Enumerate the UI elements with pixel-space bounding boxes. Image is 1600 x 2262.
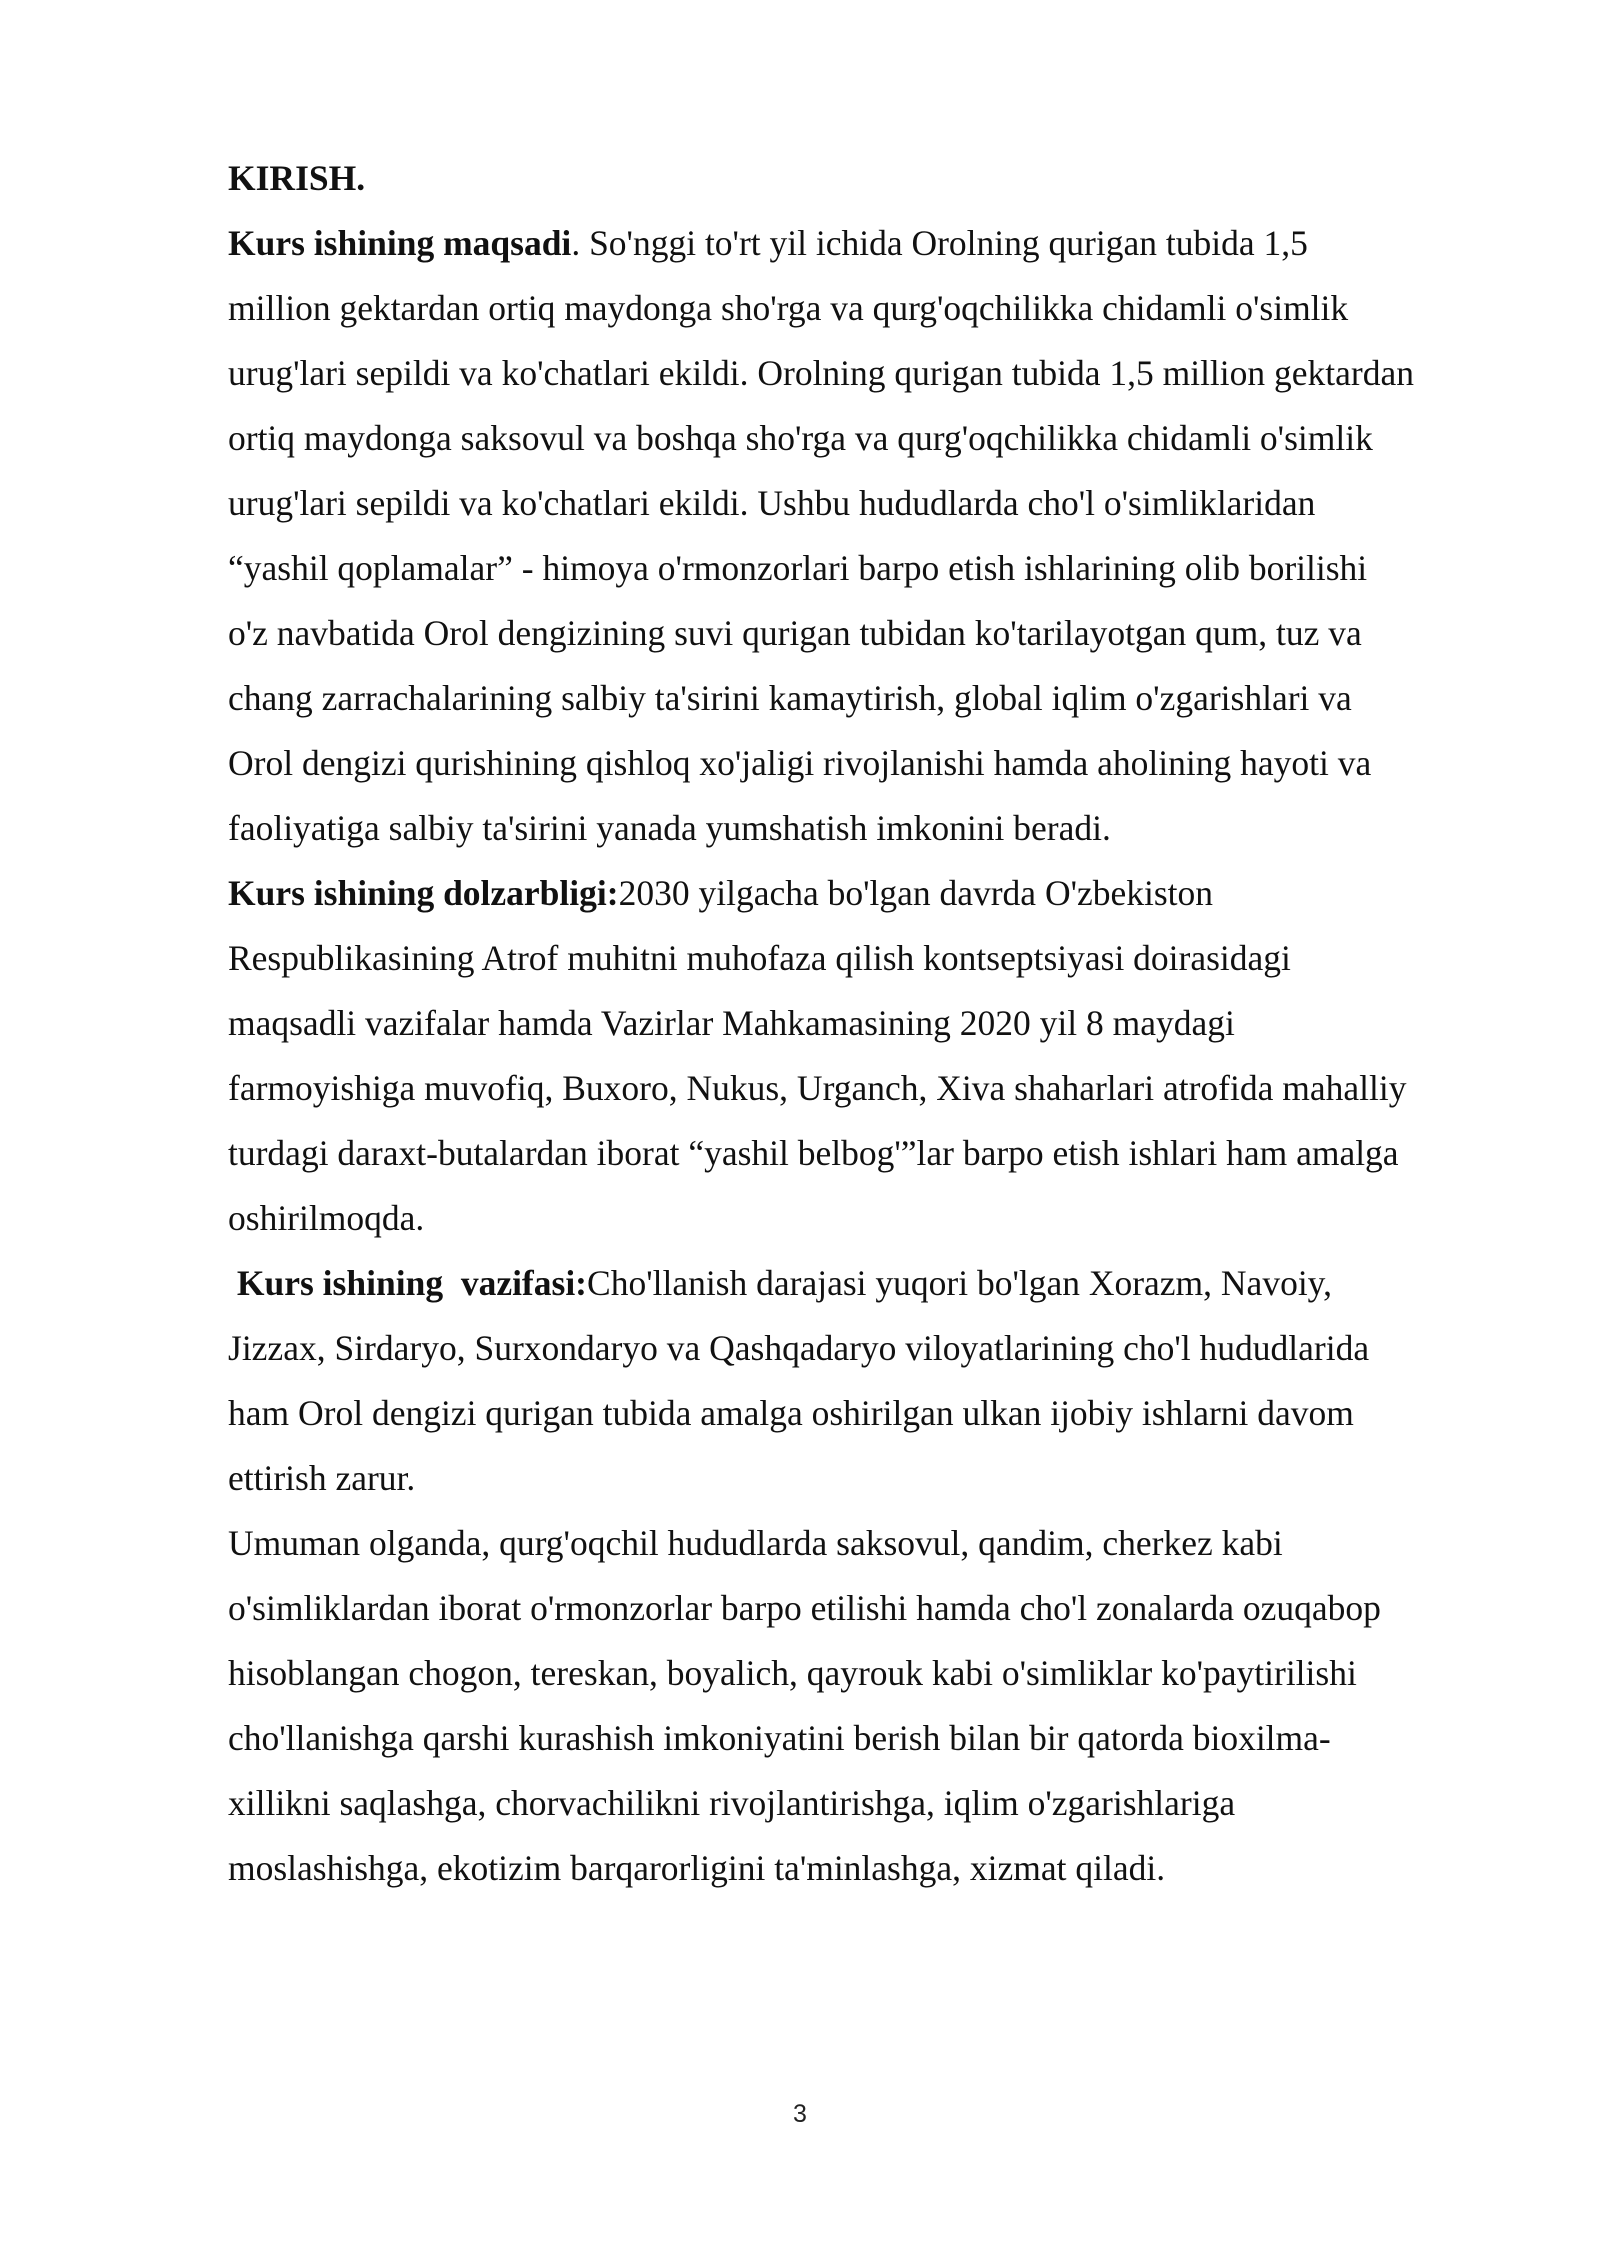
paragraph4-line: moslashishga, ekotizim barqarorligini ta'minlashga, xizmat qiladi. [228,1848,1166,1888]
section2-line: farmoyishiga muvofiq, Buxoro, Nukus, Urganch, Xiva shaharlari atrofida mahalliy [228,1068,1407,1108]
paragraph4-line: xillikni saqlashga, chorvachilikni rivojlantirishga, iqlim o'zgarishlariga [228,1783,1236,1823]
section2-line-1 [228,861,1498,926]
section3-line: ham Orol dengizi qurigan tubida amalga oshirilgan ulkan ijobiy ishlarni davom [228,1393,1354,1433]
section1-line: chang zarrachalarining salbiy ta'sirini kamaytirish, global iqlim o'zgarishlari va [228,678,1352,718]
section2-text: 2030 yilgacha bo'lgan davrda O'zbekiston [618,873,1214,913]
section3-line: ettirish zarur. [228,1458,416,1498]
section1-line-1 [228,211,1498,276]
page-number: 3 [793,2100,807,2128]
section1-label: Kurs ishining maqsadi [228,223,572,263]
section1-line: Orol dengizi qurishining qishloq xo'jaligi rivojlanishi hamda aholining hayoti va [228,743,1372,783]
section1-text: . So'nggi to'rt yil ichida Orolning qurigan tubida 1,5 [571,223,1308,263]
section2-label: Kurs ishining dolzarbligi: [228,873,619,913]
section2-line: turdagi daraxt-butalardan iborat “yashil belbog'”lar barpo etish ishlari ham amalga [228,1133,1399,1173]
section3-text: Cho'llanish darajasi yuqori bo'lgan Xorazm, Navoiy, [587,1263,1332,1303]
paragraph4-line: Umuman olganda, qurg'oqchil hududlarda saksovul, qandim, cherkez kabi [228,1523,1283,1563]
heading: KIRISH. [228,158,366,198]
document-page [228,146,1498,1901]
paragraph4-line: hisoblangan chogon, tereskan, boyalich, qayrouk kabi o'simliklar ko'paytirilishi [228,1653,1357,1693]
section2-line: Respublikasining Atrof muhitni muhofaza qilish kontseptsiyasi doirasidagi [228,938,1291,978]
section1-line: million gektardan ortiq maydonga sho'rga va qurg'oqchilikka chidamli o'simlik [228,288,1349,328]
section3-line-1 [228,1251,1498,1316]
paragraph4-line: cho'llanishga qarshi kurashish imkoniyatini berish bilan bir qatorda bioxilma- [228,1718,1331,1758]
section2-line: oshirilmoqda. [228,1198,425,1238]
section1-line: faoliyatiga salbiy ta'sirini yanada yumshatish imkonini beradi. [228,808,1111,848]
section1-line: urug'lari sepildi va ko'chatlari ekildi. Orolning qurigan tubida 1,5 million gektardan [228,353,1414,393]
paragraph4-line: o'simliklardan iborat o'rmonzorlar barpo etilishi hamda cho'l zonalarda ozuqabop [228,1588,1381,1628]
section1-line: o'z navbatida Orol dengizining suvi qurigan tubidan ko'tarilayotgan qum, tuz va [228,613,1362,653]
section3-label: Kurs ishining vazifasi: [228,1263,588,1303]
section3-line: Jizzax, Sirdaryo, Surxondaryo va Qashqadaryo viloyatlarining cho'l hududlarida [228,1328,1370,1368]
section1-line: ortiq maydonga saksovul va boshqa sho'rga va qurg'oqchilikka chidamli o'simlik [228,418,1373,458]
section1-line: urug'lari sepildi va ko'chatlari ekildi. Ushbu hududlarda cho'l o'simliklaridan [228,483,1316,523]
section2-line: maqsadli vazifalar hamda Vazirlar Mahkamasining 2020 yil 8 maydagi [228,1003,1235,1043]
section1-line: “yashil qoplamalar” - himoya o'rmonzorlari barpo etish ishlarining olib borilishi [228,548,1368,588]
